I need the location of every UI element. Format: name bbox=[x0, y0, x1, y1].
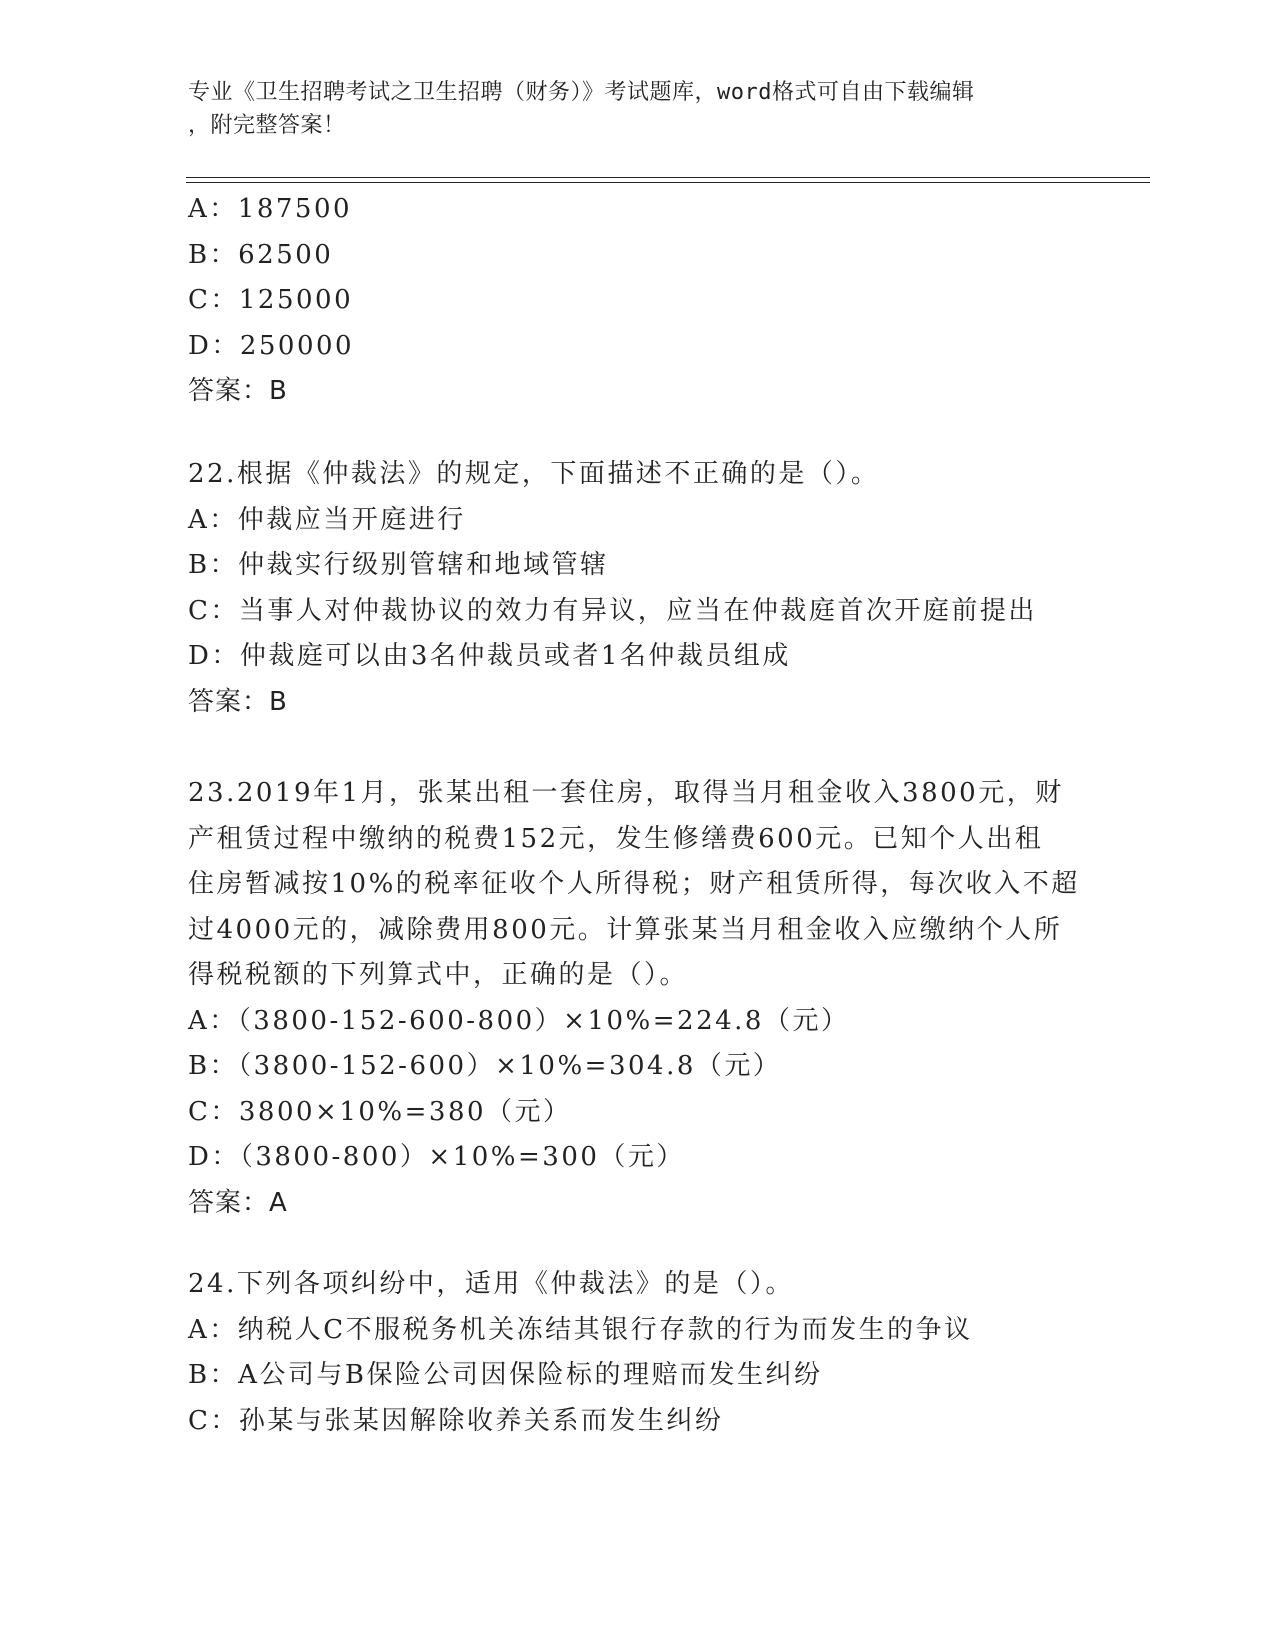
answer: 答案：B bbox=[188, 376, 288, 406]
option-d: D：仲裁庭可以由3名仲裁员或者1名仲裁员组成 bbox=[188, 641, 791, 671]
question-22 bbox=[188, 452, 1088, 725]
option-a: A：187500 bbox=[188, 194, 353, 224]
option-a: A：纳税人C不服税务机关冻结其银行存款的行为而发生的争议 bbox=[188, 1314, 973, 1345]
option-c: C：3800×10%=380（元） bbox=[188, 1096, 572, 1127]
answer: 答案：A bbox=[188, 1187, 288, 1218]
header-line-1: 专业《卫生招聘考试之卫生招聘（财务）》考试题库，word格式可自由下载编辑 bbox=[188, 80, 975, 105]
option-b: B：仲裁实行级别管辖和地域管辖 bbox=[188, 550, 609, 580]
header-rule-top bbox=[186, 177, 1150, 178]
question-stem-line: 过4000元的，减除费用800元。计算张某当月租金收入应缴纳个人所 bbox=[188, 914, 1063, 945]
question-23 bbox=[188, 771, 1088, 1226]
question-21 bbox=[188, 187, 1088, 415]
question-24 bbox=[188, 1262, 1088, 1444]
option-c: C：孙某与张某因解除收养关系而发生纠纷 bbox=[188, 1405, 724, 1436]
option-c: C：125000 bbox=[188, 285, 354, 315]
document-header bbox=[188, 76, 1068, 142]
header-rule-bottom bbox=[186, 182, 1150, 183]
option-b: B：（3800-152-600）×10%=304.8（元） bbox=[188, 1051, 782, 1081]
option-d: D：250000 bbox=[188, 330, 355, 361]
option-c: C：当事人对仲裁协议的效力有异议，应当在仲裁庭首次开庭前提出 bbox=[188, 595, 1037, 626]
question-stem: 22.根据《仲裁法》的规定，下面描述不正确的是（）。 bbox=[188, 459, 880, 489]
question-stem-line: 产租赁过程中缴纳的税费152元，发生修缮费600元。已知个人出租 bbox=[188, 823, 1044, 854]
option-a: A：（3800-152-600-800）×10%=224.8（元） bbox=[188, 1005, 850, 1036]
question-stem-line: 得税税额的下列算式中，正确的是（）。 bbox=[188, 960, 689, 990]
option-d: D：（3800-800）×10%=300（元） bbox=[188, 1142, 685, 1172]
option-b: B：A公司与B保险公司因保险标的理赔而发生纠纷 bbox=[188, 1360, 823, 1390]
question-stem-line: 23.2019年1月，张某出租一套住房，取得当月租金收入3800元，财 bbox=[188, 778, 1064, 808]
answer: 答案：B bbox=[188, 686, 288, 717]
header-line-2: ，附完整答案！ bbox=[188, 113, 346, 138]
option-b: B：62500 bbox=[188, 239, 334, 270]
question-stem: 24.下列各项纠纷中，适用《仲裁法》的是（）。 bbox=[188, 1269, 794, 1299]
question-stem-line: 住房暂减按10%的税率征收个人所得税；财产租赁所得，每次收入不超 bbox=[188, 869, 1080, 899]
option-a: A：仲裁应当开庭进行 bbox=[188, 504, 466, 535]
